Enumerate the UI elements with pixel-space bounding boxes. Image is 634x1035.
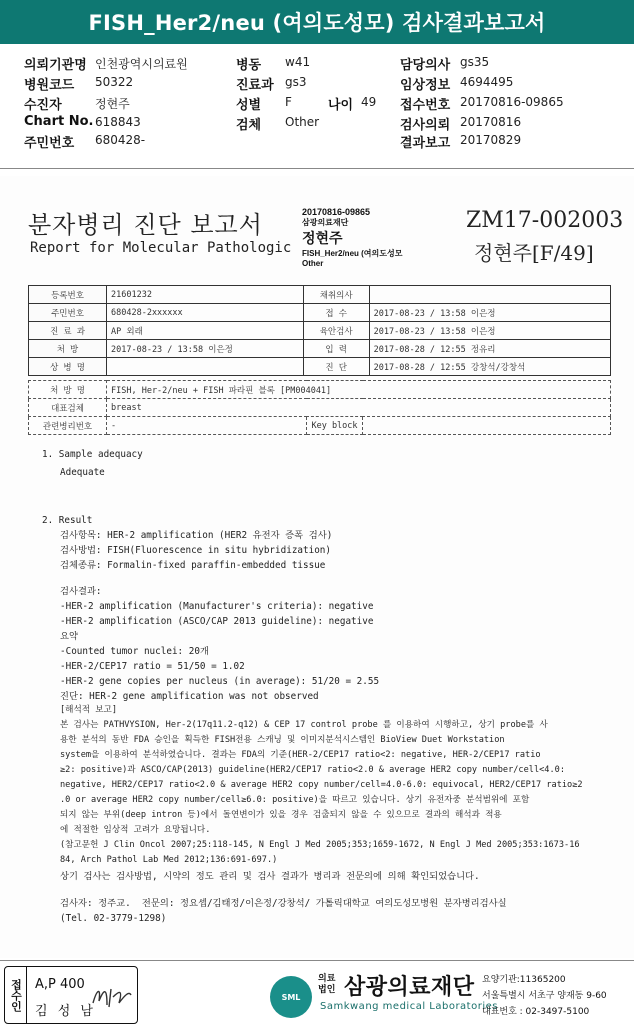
section-title: 1. Sample adequacy: [42, 449, 143, 460]
footer: [0, 962, 634, 1035]
org-contact-info: [482, 972, 607, 1020]
info-value: 618843: [95, 115, 141, 129]
info-label: Chart No.: [24, 114, 94, 129]
signers-text: 검사자: 정주교. 전문의: 정요셉/김태정/이은정/강창석/ 가톨릭대학교 여의도성모병원 분자병리검사실 (Tel. 02-3779-1298): [60, 898, 507, 924]
report-patient: 정현주[F/49]: [474, 241, 594, 265]
info-label: 병동: [236, 58, 262, 73]
report-title-korean: 분자병리 진단 보고서: [28, 211, 263, 239]
info-value: 49: [361, 95, 377, 109]
info-value: gs3: [285, 75, 307, 89]
interpretation-block: [해석적 보고] 본 검사는 PATHVYSION, Her-2(17q11.2-q12) & CEP 17 control probe 를 이용하여 시행하고, 상기 probe를 사 용한 분석의 동반 FDA 승인을 획득한 FISH전용 스캐닝 및 이미지분석시스템인 BioView Duet Workstation system을 이용하여 분석하였습니다. 결과는 FDA의 기준(HER-2/CEP17 ratio<2: negative, HER-2/CEP17 ratio ≥2: positive)과 ASCO/CAP(2013) guideline(HER2/CEP17 ratio<2.0 & average HER2 copy number/cell<4.0: negative, HER2/CEP17 ratio<2.0 & average HER2 copy number/cell=4.0-6.0: equivocal, HER2/CEP17 ratio≥2 .0 or average HER2 copy number/cell≥6.0: positive)을 따르고 있습니다. 상기 유전자중 분석범위에 포함 되지 않는 부위(deep intron 등)에서 돌연변이가 있을 경우 검출되지 않을 수 있으므로 결과의 해석과 적용 에 적절한 임상적 고려가 요망됩니다. (참고문헌 J Clin Oncol 2007;25:118-145, N Engl J Med 2005;353;1659-1672, N Engl J Med 2005;353:1673-16 84, Arch Pathol Lab Med 2012;136:691-697.): [60, 705, 583, 865]
table-key: 진 단: [303, 358, 369, 376]
info-label: 성별: [236, 98, 262, 113]
info-value: Other: [285, 115, 320, 129]
table-key: 대표검체: [29, 399, 107, 417]
report-code: ZM17-002003: [466, 208, 624, 233]
sml-logo-icon: [270, 976, 312, 1018]
report-header: [0, 0, 634, 44]
table-key: 채취의사: [303, 286, 369, 304]
logo-text: SML: [281, 992, 301, 1002]
table-key: 처 방 명: [29, 381, 107, 399]
table-value: 2017-08-28 / 12:55 정유리: [369, 340, 610, 358]
stamp-specimen: Other: [302, 259, 324, 268]
receipt-side-label: 접수인: [5, 967, 27, 1023]
table-value: 2017-08-23 / 13:58 이은정: [369, 304, 610, 322]
section-title: 2. Result: [42, 515, 93, 526]
scanned-report: [0, 176, 634, 958]
stamp-accession: 20170816-09865: [302, 207, 371, 217]
report-title-english: Report for Molecular Pathologic: [30, 240, 292, 256]
table-key: 접 수: [303, 304, 369, 322]
table-value: -: [107, 417, 307, 435]
table-value: 2017-08-28 / 12:55 강창석/강창석: [369, 358, 610, 376]
info-value: 680428-: [95, 133, 146, 147]
info-label: 진료과: [236, 78, 274, 93]
table-key: 주민번호: [29, 304, 107, 322]
receipt-signature-box: [4, 966, 138, 1024]
receipt-name: 김 성 남: [35, 1004, 96, 1019]
info-label: 검체: [236, 118, 262, 133]
info-value: 20170829: [460, 133, 522, 147]
stamp-test: FISH_Her2/neu (여의도성모: [302, 249, 403, 258]
org-facility-code: 요양기관:11365200: [482, 975, 566, 985]
table-key: 처 방: [29, 340, 107, 358]
info-label: 결과보고: [400, 136, 451, 151]
table-key: Key block: [307, 417, 363, 435]
table-key: 입 력: [303, 340, 369, 358]
table-value: 21601232: [107, 286, 304, 304]
table-key: 등록번호: [29, 286, 107, 304]
info-value: gs35: [460, 55, 490, 69]
report-header-title: FISH_Her2/neu (여의도성모) 검사결과보고서: [88, 11, 546, 35]
info-label: 의뢰기관명: [24, 58, 87, 73]
table-value: 2017-08-23 / 13:58 이은정: [107, 340, 304, 358]
confirmation-text: 상기 검사는 검사방법, 시약의 정도 관리 및 검사 결과가 병리과 전문의에 의해 확인되었습니다.: [60, 871, 480, 882]
info-value: 정현주: [95, 97, 130, 111]
stamp-org: 삼광의료재단: [302, 218, 349, 227]
info-value: 4694495: [460, 75, 514, 89]
info-value: 20170816-09865: [460, 95, 564, 109]
table-key: 육안검사: [303, 322, 369, 340]
info-label: 담당의사: [400, 58, 451, 73]
info-label: 주민번호: [24, 136, 75, 151]
table-value: FISH, Her-2/neu + FISH 파라핀 블록 [PM004041]: [107, 381, 611, 399]
section-body: Adequate: [60, 467, 105, 478]
table-key: 관련병리번호: [29, 417, 107, 435]
info-value: 20170816: [460, 115, 522, 129]
table-value: AP 외래: [107, 322, 304, 340]
table-key: 진 료 과: [29, 322, 107, 340]
info-value: F: [285, 95, 292, 109]
info-label: 나이: [328, 98, 354, 113]
org-type-label: 의료 법인: [318, 974, 336, 995]
table-value: 680428-2xxxxxx: [107, 304, 304, 322]
table-value: breast: [107, 399, 611, 417]
results-block: 검사결과: -HER-2 amplification (Manufacturer's criteria): negative -HER-2 amplification (ASCO/CAP 2013 guideline): negative 요약 -Counted tumor nuclei: 20개 -HER-2/CEP17 ratio = 51/50 = 1.02 -HER-2 gene copies per nucleus (in average): 51/20 = 2.55 진단: HER-2 gene amplification was not observed: [60, 586, 380, 702]
stamp-patient: 정현주: [302, 230, 343, 246]
org-english-name: Samkwang medical Laboratories: [320, 1001, 498, 1012]
patient-info-section: [0, 48, 634, 166]
org-address: 서울특별시 서초구 양재동 9-60: [482, 991, 607, 1001]
org-name: 삼광의료재단: [344, 975, 475, 1000]
info-label: 임상정보: [400, 78, 451, 93]
divider: [0, 168, 634, 169]
receipt-code: A,P 400: [35, 977, 85, 992]
section-body: 검사항목: HER-2 amplification (HER2 유전자 증폭 검사) 검사방법: FISH(Fluorescence in situ hybridization) 검체종류: Formalin-fixed paraffin-embedded tissue: [60, 530, 333, 571]
info-value: w41: [285, 55, 311, 69]
info-label: 수진자: [24, 98, 62, 113]
info-label: 병원코드: [24, 78, 75, 93]
info-label: 접수번호: [400, 98, 451, 113]
info-value: 50322: [95, 75, 134, 89]
org-phone: 대표번호 : 02-3497-5100: [482, 1007, 590, 1017]
signature-icon: [89, 981, 135, 1011]
info-value: 인천광역시의료원: [95, 57, 188, 71]
info-label: 검사의뢰: [400, 118, 451, 133]
divider: [0, 960, 634, 961]
table-value: 2017-08-23 / 13:58 이은정: [369, 322, 610, 340]
table-key: 상 병 명: [29, 358, 107, 376]
